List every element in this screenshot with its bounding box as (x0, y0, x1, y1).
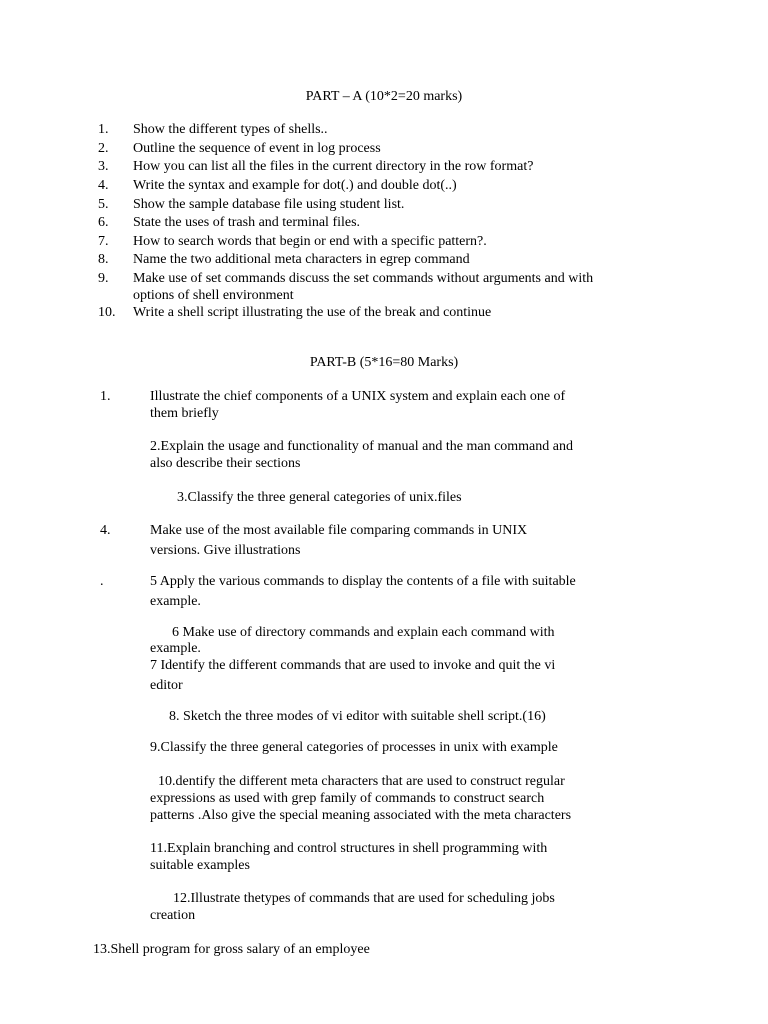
item-number: 4. (98, 178, 109, 193)
item-number: 3. (98, 159, 109, 174)
q7-line-2: editor (150, 678, 183, 693)
q11-line-2: suitable examples (150, 858, 250, 873)
q2-line-2: also describe their sections (150, 456, 301, 471)
q5-number: . (100, 574, 104, 589)
item-text: Name the two additional meta characters in egrep command (133, 252, 470, 267)
q3-text: 3.Classify the three general categories of unix.files (177, 490, 462, 505)
q10-line-3: patterns .Also give the special meaning associated with the meta characters (150, 808, 572, 823)
q1-line-2: them briefly (150, 406, 219, 421)
q9-text: 9.Classify the three general categories of processes in unix with example (150, 740, 558, 755)
item-text: Make use of set commands discuss the set commands without arguments and with (133, 271, 594, 286)
item-text: Outline the sequence of event in log process (133, 141, 381, 156)
q2-line-1: 2.Explain the usage and functionality of manual and the man command and (150, 439, 573, 454)
q6-line-2: example. (150, 641, 201, 656)
q7-line-1: 7 Identify the different commands that are used to invoke and quit the vi (150, 658, 556, 673)
q4-number: 4. (100, 523, 111, 538)
q4-line-1: Make use of the most available file comparing commands in UNIX (150, 523, 528, 538)
q10-line-2: expressions as used with grep family of commands to construct search (150, 791, 545, 806)
item-number: 5. (98, 197, 109, 212)
item-number: 10. (98, 305, 116, 320)
item-text: How you can list all the files in the current directory in the row format? (133, 159, 534, 174)
item-text: Show the different types of shells.. (133, 122, 328, 137)
q5-line-1: 5 Apply the various commands to display the contents of a file with suitable (150, 574, 576, 589)
item-number: 8. (98, 252, 109, 267)
item-text: Show the sample database file using student list. (133, 197, 405, 212)
q11-line-1: 11.Explain branching and control structures in shell programming with (150, 841, 548, 856)
item-number: 1. (98, 122, 109, 137)
part-a-heading: PART – A (10*2=20 marks) (305, 89, 463, 104)
item-text-continuation: options of shell environment (133, 288, 294, 303)
item-text: Write the syntax and example for dot(.) and double dot(..) (133, 178, 457, 193)
q12-line-2: creation (150, 908, 196, 923)
item-text: How to search words that begin or end with a specific pattern?. (133, 234, 487, 249)
item-number: 6. (98, 215, 109, 230)
q6-line-1: 6 Make use of directory commands and explain each command with (172, 625, 555, 640)
item-number: 2. (98, 141, 109, 156)
q1-number: 1. (100, 389, 111, 404)
q13-text: 13.Shell program for gross salary of an employee (93, 942, 370, 957)
q12-line-1: 12.Illustrate thetypes of commands that are used for scheduling jobs (173, 891, 555, 906)
q1-line-1: Illustrate the chief components of a UNIX system and explain each one of (150, 389, 566, 404)
q8-text: 8. Sketch the three modes of vi editor with suitable shell script.(16) (169, 709, 546, 724)
part-b-heading: PART-B (5*16=80 Marks) (309, 355, 459, 370)
q5-line-2: example. (150, 594, 201, 609)
item-number: 9. (98, 271, 109, 286)
item-text: State the uses of trash and terminal files. (133, 215, 361, 230)
item-text: Write a shell script illustrating the use of the break and continue (133, 305, 492, 320)
q4-line-2: versions. Give illustrations (150, 543, 301, 558)
item-number: 7. (98, 234, 109, 249)
q10-line-1: 10.dentify the different meta characters that are used to construct regular (158, 774, 565, 789)
